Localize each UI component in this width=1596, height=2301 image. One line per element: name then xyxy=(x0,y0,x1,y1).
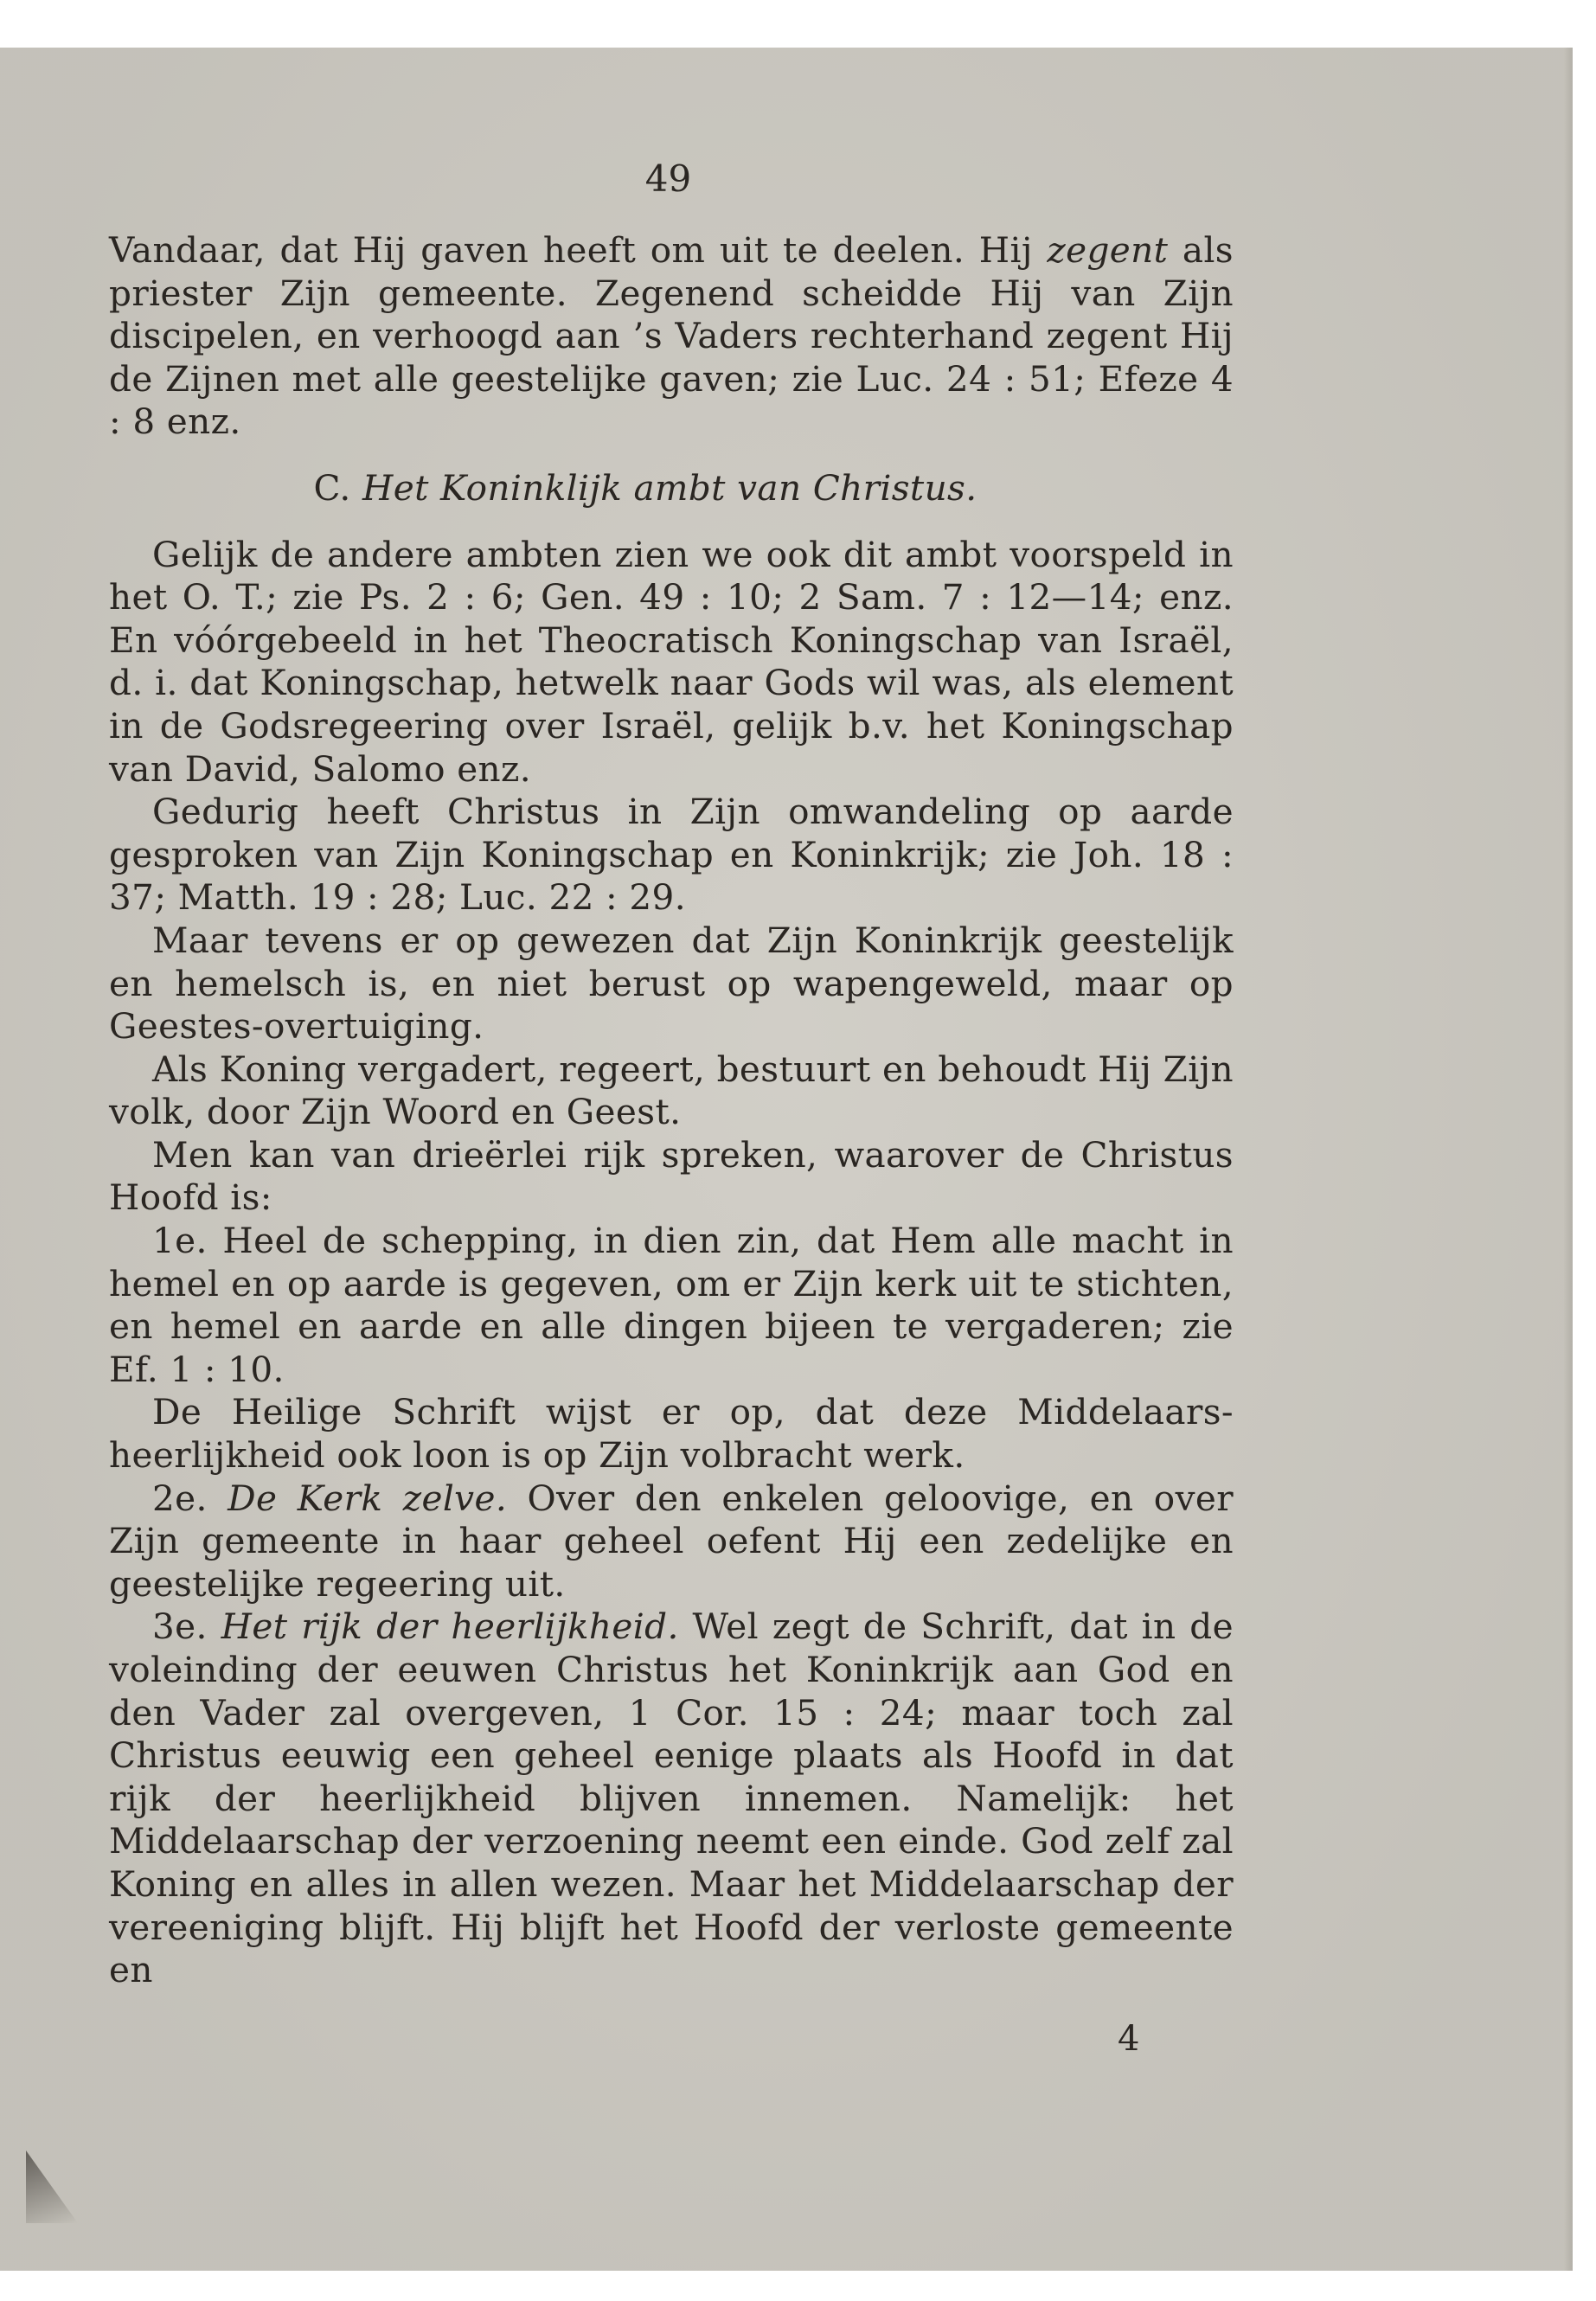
italic-text: Het rijk der heerlijkheid. xyxy=(221,1606,679,1648)
text-run: 2e. xyxy=(152,1477,228,1519)
paragraph xyxy=(109,920,1234,1048)
paragraph xyxy=(109,534,1234,792)
body-text xyxy=(109,229,1234,1992)
page-number: 49 xyxy=(644,157,692,200)
text-run: als priester Zijn gemeente. Zegenend scheidde Hij van Zijn discipelen, en verhoogd aan ’s Vaders rechterhand zegent Hij de Zijnen met alle geestelijke gaven; zie Luc. 24 : 51; Efeze 4 : 8 enz. xyxy=(109,229,1234,443)
text-run: Wel zegt de Schrift, dat in de voleinding der eeuwen Christus het Koninkrijk aan God en den Vader zal overgeven, 1 Cor. 15 : 24; maar toch zal Christus eeuwig een geheel eenige plaats als Hoofd in dat rijk der heerlijkheid blijven innemen. Namelijk: het Middelaarschap der verzoening neemt een einde. God zelf zal Koning en alles in allen wezen. Maar het Middelaarschap der vereeniging blijft. Hij blijft het Hoofd der verloste gemeente en xyxy=(109,1606,1234,1991)
italic-text: zegent xyxy=(1047,229,1169,271)
paragraph xyxy=(109,1048,1234,1134)
italic-text: De Kerk zelve. xyxy=(228,1477,508,1519)
text-run: De Heilige Schrift wijst er op, dat deze Middelaars-heerlijkheid ook loon is op Zijn volbracht werk. xyxy=(109,1391,1234,1477)
text-run: Maar tevens er op gewezen dat Zijn Koninkrijk geestelijk en hemelsch is, en niet berust op wapengeweld, maar op Geestes-overtuiging. xyxy=(109,919,1234,1048)
paragraph xyxy=(109,1477,1234,1606)
signature-mark: 4 xyxy=(1118,2019,1140,2059)
paragraph xyxy=(109,1391,1234,1477)
paragraph xyxy=(109,791,1234,920)
paragraph xyxy=(109,1134,1234,1220)
paragraph xyxy=(109,229,1234,444)
text-run: Als Koning vergadert, regeert, bestuurt en behoudt Hij Zijn volk, door Zijn Woord en Geest. xyxy=(109,1048,1234,1133)
text-run: Gedurig heeft Christus in Zijn omwandeling op aarde gesproken van Zijn Koningschap en Koninkrijk; zie Joh. 18 : 37; Matth. 19 : 28; Luc. 22 : 29. xyxy=(109,791,1234,919)
text-run: Gelijk de andere ambten zien we ook dit ambt voorspeld in het O. T.; zie Ps. 2 : 6; Gen. 49 : 10; 2 Sam. 7 : 12—14; enz. En vóórgebeeld in het Theocratisch Koningschap van Israël, d. i. dat Koningschap, hetwelk naar Gods wil was, als element in de Godsregeering over Israël, gelijk b.v. het Koningschap van David, Salomo enz. xyxy=(109,533,1234,790)
paragraph xyxy=(109,1220,1234,1391)
text-run: Men kan van drieërlei rijk spreken, waarover de Christus Hoofd is: xyxy=(109,1133,1234,1219)
page-edge-shadow xyxy=(1564,48,1573,2271)
paragraph xyxy=(109,1606,1234,1991)
italic-text: Het Koninklijk ambt van Christus. xyxy=(362,466,977,509)
text-run: 1e. Heel de schepping, in dien zin, dat Hem alle macht in hemel en op aarde is gegeven, om er Zijn kerk uit te stichten, en hemel en aarde en alle dingen bijeen te vergaderen; zie Ef. 1 : 10. xyxy=(109,1220,1234,1390)
text-run: Vandaar, dat Hij gaven heeft om uit te deelen. Hij xyxy=(109,229,1048,271)
text-run: 3e. xyxy=(152,1606,221,1648)
section-heading xyxy=(109,467,1234,510)
text-run: C. xyxy=(313,466,362,509)
text-run: Over den enkelen geloovige, en over Zijn gemeente in haar geheel oefent Hij een zedelijke en geestelijke regeering uit. xyxy=(109,1477,1234,1605)
